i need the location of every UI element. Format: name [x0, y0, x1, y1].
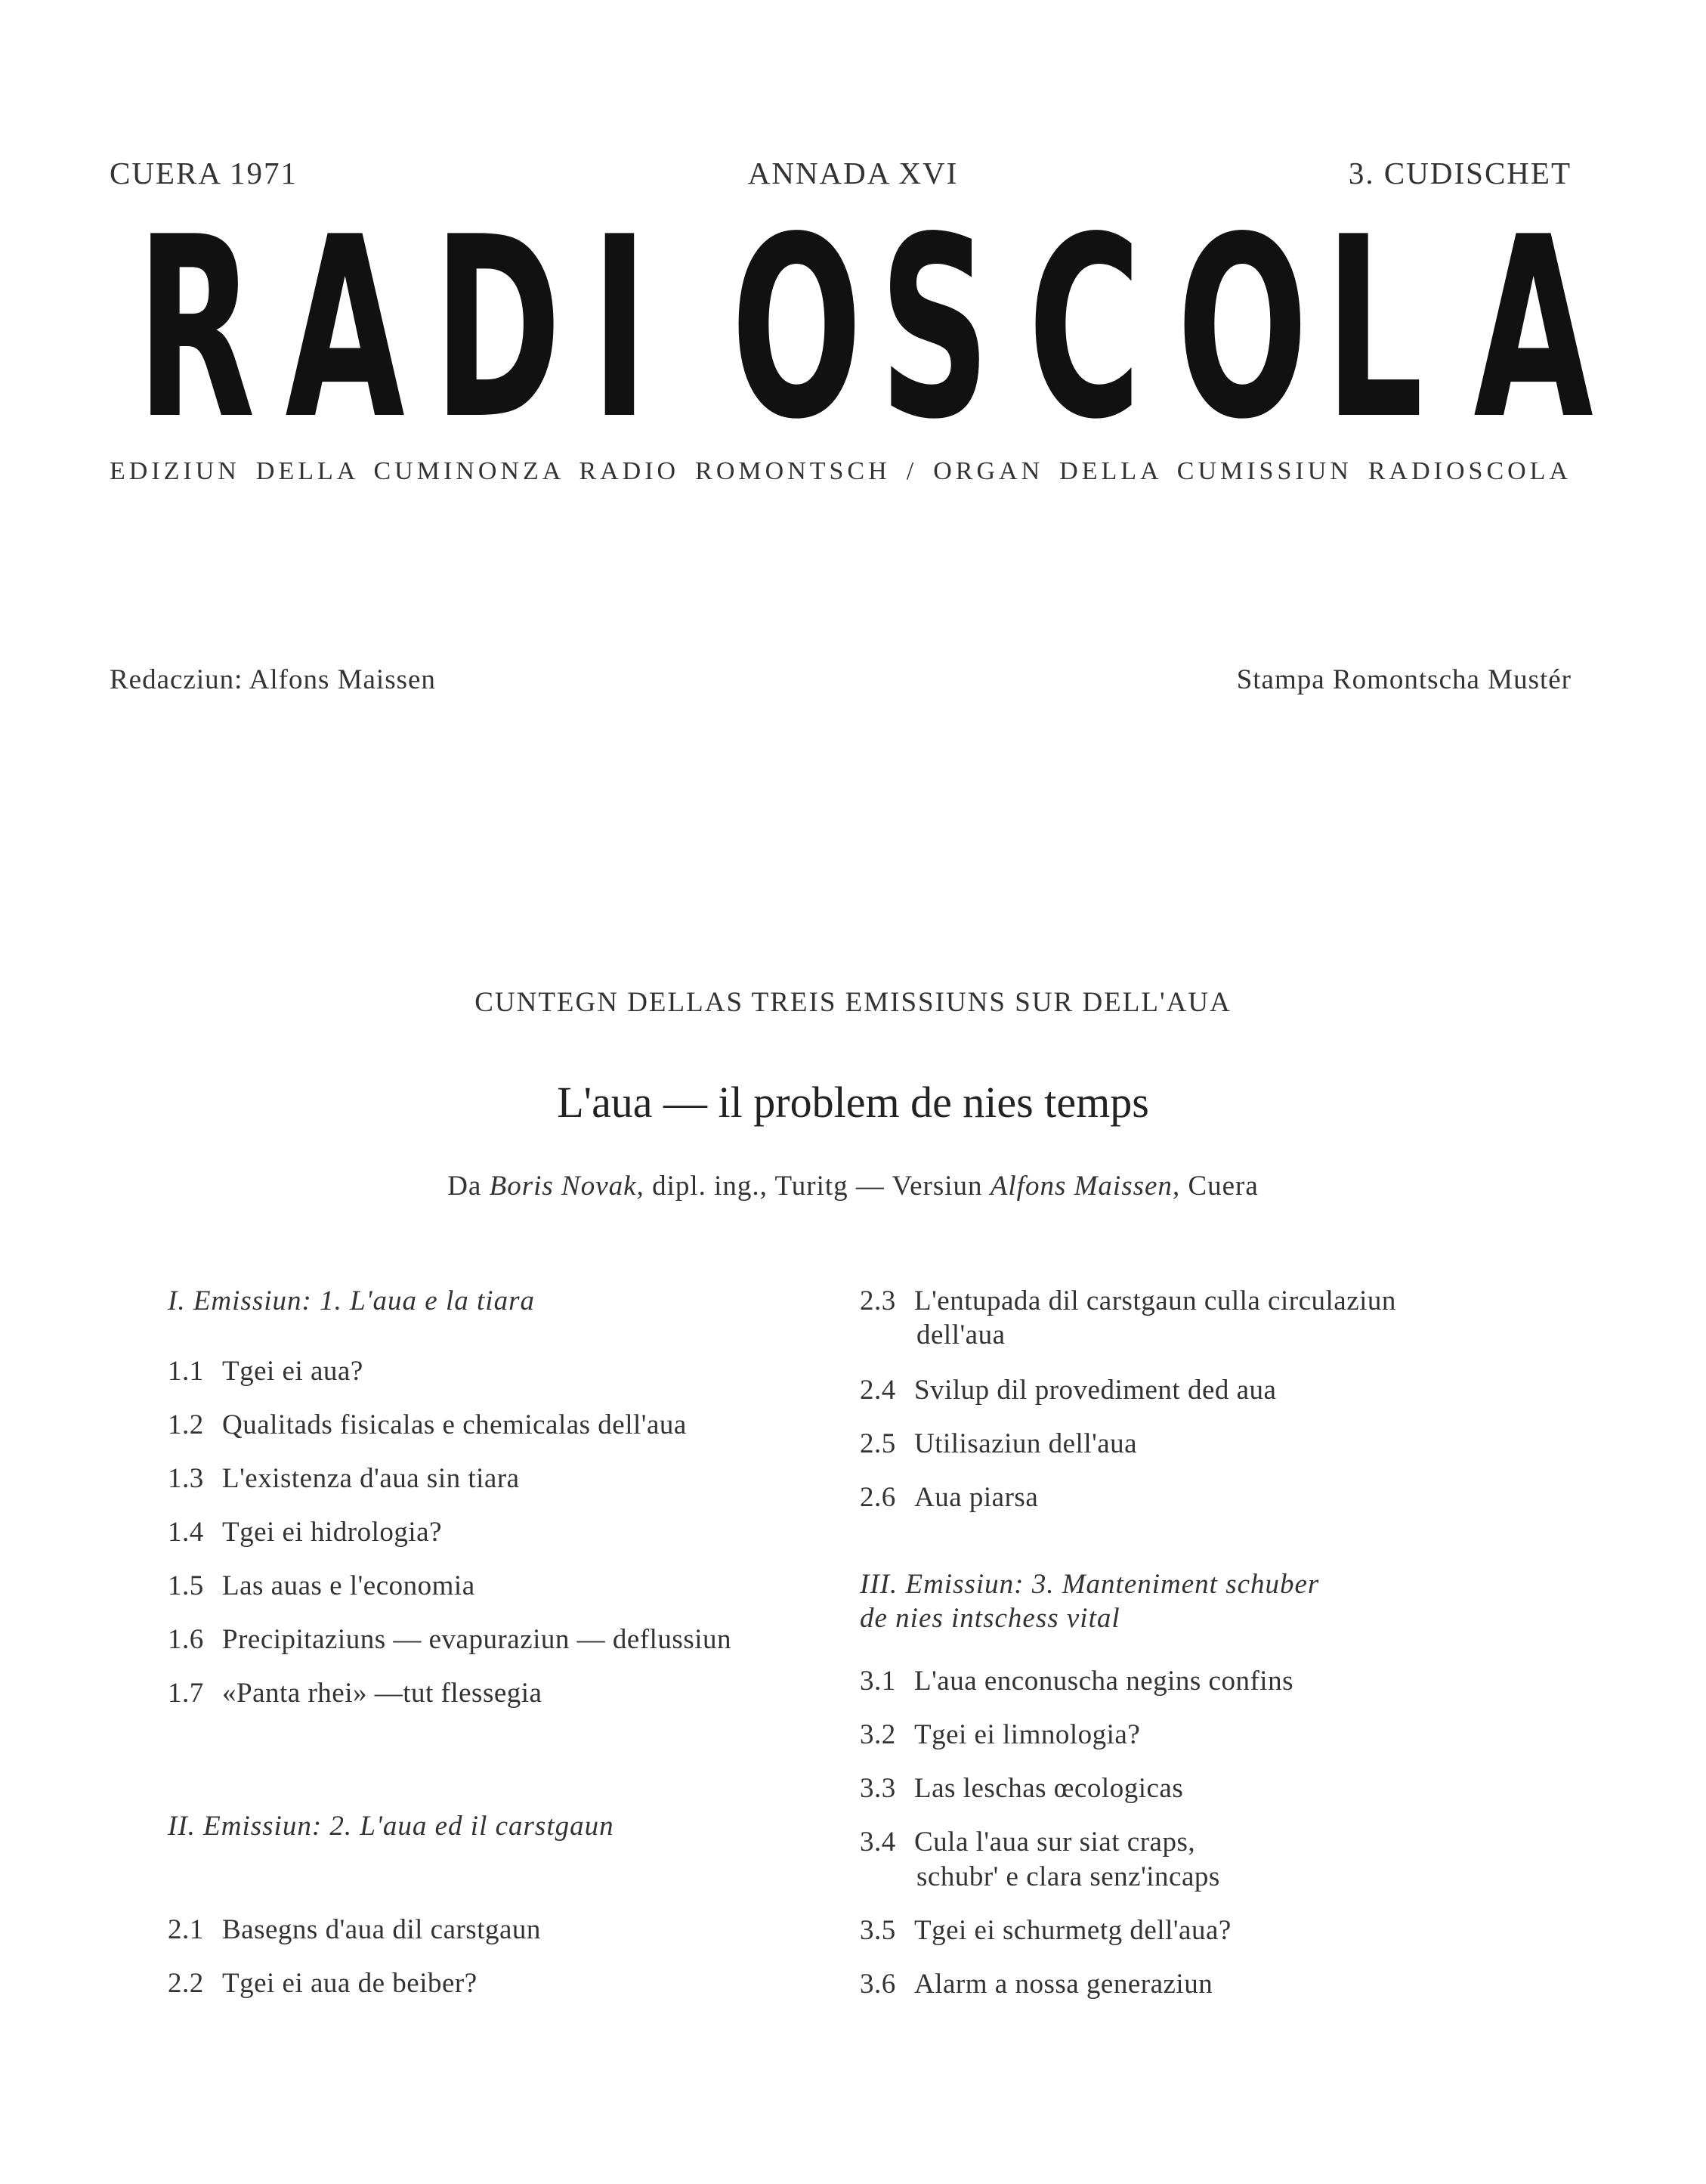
item-number: 3.2	[860, 1719, 896, 1750]
item-text: Aua piarsa	[914, 1482, 1039, 1513]
section-heading-continuation: de nies intschess vital	[860, 1603, 1120, 1634]
byline-translator: Alfons Maissen,	[990, 1171, 1181, 1202]
item-text-continuation: dell'aua	[916, 1319, 1006, 1350]
item-number: 3.3	[860, 1773, 896, 1804]
list-item	[168, 1409, 687, 1441]
redaction-credit: Redacziun: Alfons Maissen	[110, 664, 436, 695]
item-number: 1.4	[168, 1517, 204, 1548]
masthead-letter: A	[285, 184, 405, 474]
masthead-letter: A	[1473, 184, 1593, 474]
list-item	[860, 1772, 1183, 1805]
byline-prefix: Da	[447, 1171, 490, 1202]
list-item	[168, 1967, 477, 2000]
item-number: 2.2	[168, 1968, 204, 1999]
byline-author: Boris Novak,	[489, 1171, 644, 1202]
item-text: Tgei ei schurmetg dell'aua?	[914, 1915, 1232, 1946]
byline-suffix: Cuera	[1180, 1171, 1259, 1202]
list-item	[168, 1913, 541, 1946]
issue-number: 3. CUDISCHET	[1348, 156, 1572, 190]
item-number: 1.2	[168, 1409, 204, 1440]
list-item	[168, 1570, 475, 1602]
item-number: 3.5	[860, 1915, 896, 1946]
item-text: Tgei ei hidrologia?	[222, 1517, 443, 1548]
item-text: L'aua enconuscha negins confins	[914, 1666, 1293, 1697]
item-number: 1.7	[168, 1678, 204, 1709]
item-text: Tgei ei aua?	[222, 1356, 363, 1387]
section-heading: III. Emissiun: 3. Manteniment schuber	[860, 1569, 1320, 1600]
item-text: «Panta rhei» —tut flessegia	[222, 1678, 542, 1709]
list-item	[168, 1462, 520, 1495]
list-item	[168, 1516, 442, 1548]
list-item	[860, 1968, 1213, 2000]
list-item	[860, 1428, 1137, 1460]
list-item	[168, 1355, 363, 1387]
item-number: 1.6	[168, 1624, 204, 1655]
masthead-letter: D	[433, 184, 562, 474]
printer-credit: Stampa Romontscha Mustér	[1236, 664, 1572, 695]
list-item	[860, 1374, 1276, 1406]
item-text: Tgei ei limnologia?	[914, 1719, 1141, 1750]
volume-number: ANNADA XVI	[747, 156, 959, 190]
item-text: Cula l'aua sur siat craps,	[914, 1827, 1196, 1858]
list-item	[168, 1677, 542, 1709]
item-text: Svilup dil provediment ded aua	[914, 1375, 1277, 1406]
item-number: 2.4	[860, 1375, 896, 1406]
item-text: L'entupada dil carstgaun culla circulaziun	[914, 1285, 1396, 1316]
item-text: Utilisaziun dell'aua	[914, 1428, 1138, 1459]
item-number: 2.3	[860, 1285, 896, 1316]
item-number: 3.4	[860, 1827, 896, 1858]
item-text: Alarm a nossa generaziun	[914, 1969, 1213, 2000]
place-year: CUERA 1971	[110, 156, 298, 190]
list-item	[168, 1623, 731, 1656]
item-number: 1.3	[168, 1463, 204, 1494]
byline	[0, 1170, 1706, 1202]
masthead-letter: O	[731, 184, 862, 474]
item-number: 2.1	[168, 1914, 204, 1945]
section-heading: I. Emissiun: 1. L'aua e la tiara	[168, 1285, 535, 1316]
masthead-letter: C	[1028, 184, 1142, 474]
item-text: Precipitaziuns — evapuraziun — deflussiun	[222, 1624, 731, 1655]
item-text: Qualitads fisicalas e chemicalas dell'aua	[222, 1409, 687, 1440]
list-item	[860, 1914, 1232, 1947]
masthead-letter: L	[1324, 184, 1424, 474]
item-text: Las auas e l'economia	[222, 1570, 475, 1601]
article-title: L'aua — il problem de nies temps	[557, 1078, 1149, 1127]
item-text: Tgei ei aua de beiber?	[222, 1968, 477, 1999]
masthead-letter: R	[136, 184, 255, 474]
byline-middle: dipl. ing., Turitg — Versiun	[644, 1171, 991, 1202]
item-text: Las leschas œcologicas	[914, 1773, 1184, 1804]
item-number: 3.1	[860, 1666, 896, 1697]
masthead-letter: I	[590, 184, 649, 474]
section-heading: II. Emissiun: 2. L'aua ed il carstgaun	[168, 1811, 614, 1842]
masthead-letter: S	[879, 184, 991, 474]
list-item	[860, 1718, 1140, 1751]
item-number: 3.6	[860, 1969, 896, 2000]
list-item	[860, 1481, 1038, 1514]
item-number: 2.5	[860, 1428, 896, 1459]
item-text-continuation: schubr' e clara senz'incaps	[916, 1861, 1220, 1892]
item-number: 1.5	[168, 1570, 204, 1601]
item-number: 1.1	[168, 1356, 204, 1387]
item-number: 2.6	[860, 1482, 896, 1513]
list-item	[860, 1826, 1195, 1858]
publication-subtitle: EDIZIUN DELLA CUMINONZA RADIO ROMONTSCH / ORGAN DELLA CUMISSIUN RADIOSCOLA	[110, 457, 1572, 485]
list-item	[860, 1665, 1293, 1697]
item-text: Basegns d'aua dil carstgaun	[222, 1914, 541, 1945]
list-item	[860, 1285, 1396, 1317]
item-text: L'existenza d'aua sin tiara	[222, 1463, 520, 1494]
contents-heading: CUNTEGN DELLAS TREIS EMISSIUNS SUR DELL'AUA	[474, 987, 1232, 1018]
masthead-letter: O	[1176, 184, 1308, 474]
